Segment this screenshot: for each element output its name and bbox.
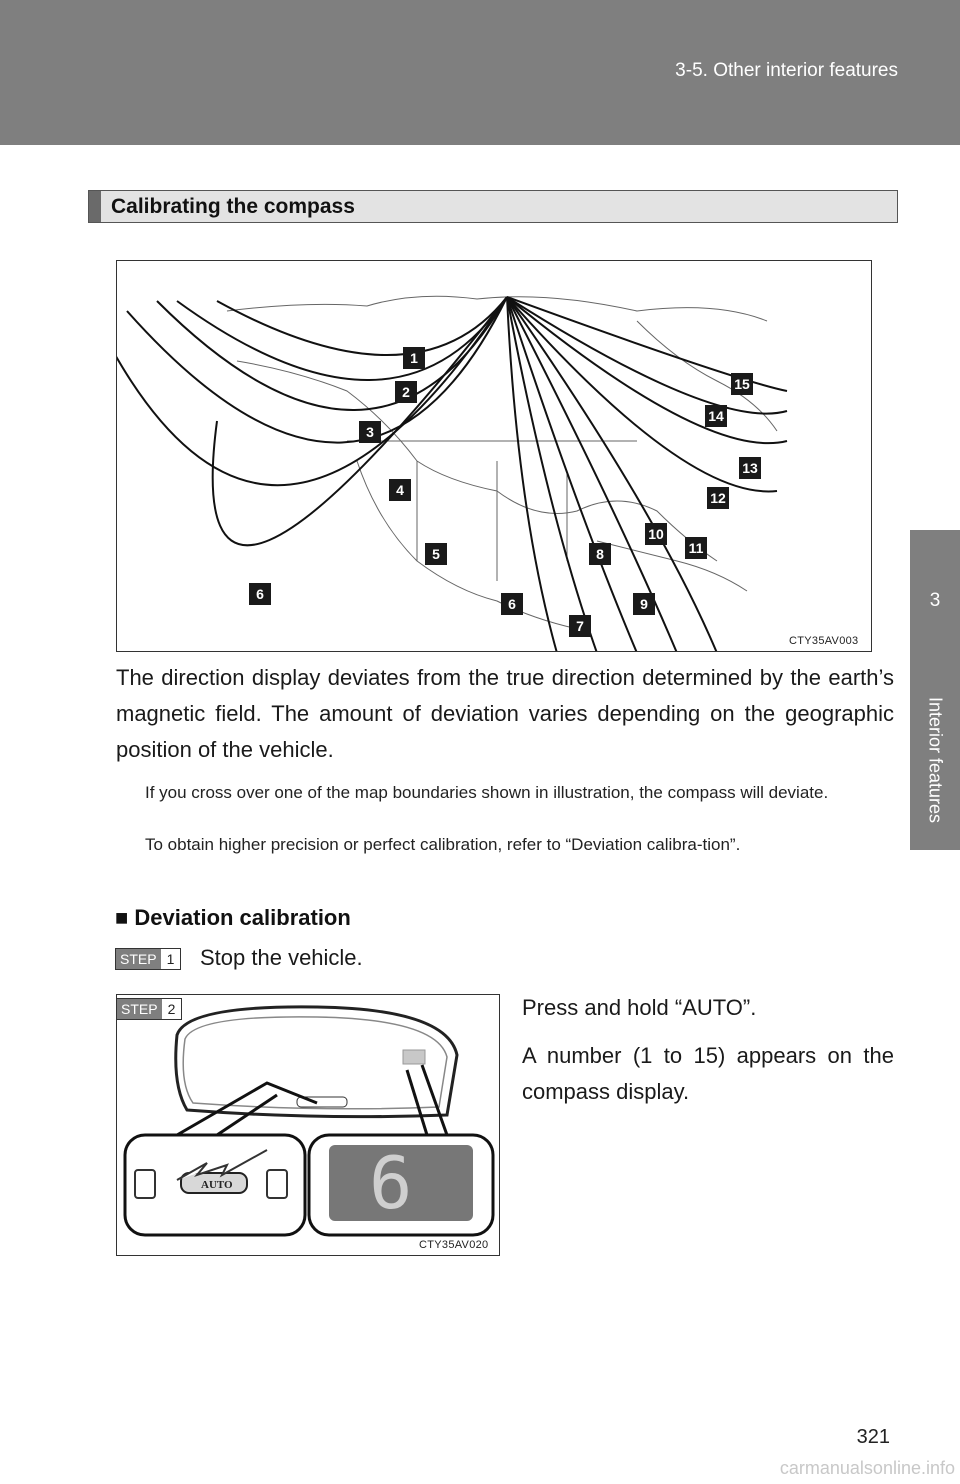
square-bullet-icon: ■ [115,905,129,930]
chapter-number: 3 [929,590,941,611]
zone-label: 8 [589,543,611,565]
zone-label: 15 [731,373,753,395]
zone-label: 10 [645,523,667,545]
step-text: Stop the vehicle. [200,945,363,970]
step-tag [116,998,182,1020]
step-tag [115,948,181,970]
step-label: STEP [116,949,161,969]
zone-label: 7 [569,615,591,637]
compass-zone-map [116,260,872,652]
zone-label: 13 [739,457,761,479]
zone-label: 6 [249,583,271,605]
zone-label: 14 [705,405,727,427]
section-accent [89,191,101,222]
mirror-illustration [116,994,500,1256]
mirror-drawing [117,995,500,1256]
compass-display-digit: 6 [369,1141,413,1225]
step-text: Press and hold “AUTO”. [522,995,757,1020]
section-heading [88,190,898,223]
section-title: Calibrating the compass [111,195,355,218]
zone-label: 9 [633,593,655,615]
subsection-heading [115,905,351,931]
zone-label: 1 [403,347,425,369]
figure-code: CTY35AV020 [419,1239,489,1251]
step2-instructions [522,990,894,1110]
zone-label: 11 [685,537,707,559]
step-label: STEP [117,999,162,1019]
page-number: 321 [856,1426,890,1448]
figure-code: CTY35AV003 [789,635,859,647]
step-number: 2 [162,999,182,1019]
auto-button-label: AUTO [201,1179,233,1191]
step-number: 1 [161,949,181,969]
zone-label: 6 [501,593,523,615]
note-text: If you cross over one of the map boundaries shown in illustration, the compass will deviate. [145,783,829,802]
zone-label: 4 [389,479,411,501]
zone-label: 2 [395,381,417,403]
body-paragraph: The direction display deviates from the true direction determined by the earth’s magnetic field. The amount of deviation varies depending on the geographic position of the vehicle. [116,665,894,762]
header-section-title: 3-5. Other interior features [675,60,898,81]
zone-label: 12 [707,487,729,509]
chapter-title: Interior features [925,696,946,824]
zone-label: 3 [359,421,381,443]
step-detail: A number (1 to 15) appears on the compass display. [522,1043,894,1104]
subsection-title: Deviation calibration [134,905,351,930]
watermark: carmanualsonline.info [779,1458,955,1478]
note-text: To obtain higher precision or perfect calibration, refer to “Deviation calibra-tion”. [145,835,741,854]
zone-label: 5 [425,543,447,565]
